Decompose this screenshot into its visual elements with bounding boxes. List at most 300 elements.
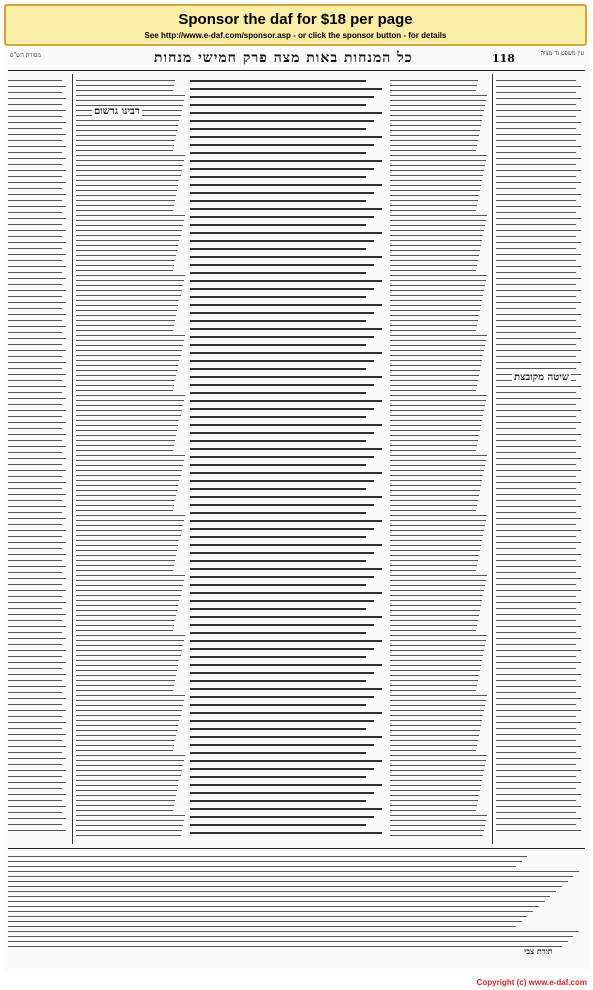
text-line [8,476,62,477]
text-line [8,122,66,123]
text-line [76,120,179,121]
text-line [390,630,476,631]
text-line [496,626,581,627]
text-line [496,302,581,303]
text-line [390,555,479,556]
text-line [76,635,185,636]
text-line [390,165,485,166]
text-line [496,812,576,813]
text-line [496,590,581,591]
text-line [8,800,62,801]
text-line [390,355,483,356]
text-line [390,90,476,91]
text-line [76,185,178,186]
text-line [76,750,173,751]
masoret-hashas-column [8,78,68,838]
text-line [496,308,576,309]
text-line [8,560,62,561]
text-line [8,470,66,471]
text-line [76,145,174,146]
text-line [76,205,174,206]
text-line [190,376,382,378]
text-line [8,668,62,669]
text-line [390,410,484,411]
text-line [390,635,487,636]
text-line [390,565,477,566]
text-line [8,518,66,519]
text-line [390,835,483,836]
text-line [190,344,366,346]
text-line [496,806,581,807]
text-line [76,460,184,461]
text-line [8,830,66,831]
sponsor-banner[interactable] [4,4,587,46]
text-line [76,455,185,456]
text-line [390,160,486,161]
bottom-section-rule [8,848,585,849]
text-line [496,110,581,111]
text-line [8,638,66,639]
text-line [190,328,382,330]
text-line [496,86,581,87]
text-line [390,510,476,511]
text-line [496,740,576,741]
text-line [76,705,183,706]
text-line [76,100,184,101]
text-line [8,608,62,609]
text-line [390,725,481,726]
text-line [390,600,482,601]
text-line [8,644,62,645]
text-line [390,560,478,561]
text-line [496,782,581,783]
text-line [390,175,483,176]
text-line [390,285,485,286]
text-line [8,224,62,225]
text-line [8,188,62,189]
text-line [76,740,175,741]
text-line [190,576,374,578]
text-line [496,146,581,147]
text-line [76,725,178,726]
text-line [8,770,66,771]
text-line [390,770,484,771]
text-line [8,530,66,531]
text-line [496,704,576,705]
text-line [76,85,174,86]
text-line [76,360,179,361]
text-line [8,428,62,429]
text-line [190,160,382,162]
text-line [76,245,178,246]
text-line [8,946,562,947]
text-line [390,785,481,786]
text-line [8,656,62,657]
text-line [496,638,581,639]
text-line [76,555,176,556]
text-line [390,665,481,666]
text-line [8,212,62,213]
text-line [76,710,182,711]
text-line [496,290,581,291]
text-line [190,368,366,370]
text-line [496,218,581,219]
text-line [496,230,581,231]
text-line [390,155,487,156]
text-line [496,158,581,159]
text-line [76,365,178,366]
text-line [76,640,184,641]
text-line [190,752,366,754]
text-line [8,218,66,219]
text-line [8,626,66,627]
text-line [496,560,576,561]
text-line [390,745,477,746]
text-line [76,125,178,126]
text-line [390,140,478,141]
text-line [390,640,486,641]
text-line [76,575,185,576]
text-line [8,512,62,513]
text-line [76,260,175,261]
text-line [390,170,484,171]
text-line [390,330,476,331]
text-line [496,734,581,735]
text-line [390,405,485,406]
text-line [390,390,476,391]
text-line [390,325,477,326]
text-line [76,545,178,546]
text-line [8,896,550,897]
text-line [190,808,382,810]
text-line [390,805,477,806]
text-line [390,790,480,791]
text-line [8,524,62,525]
text-line [390,445,477,446]
text-line [8,266,66,267]
text-line [390,695,487,696]
text-line [496,458,581,459]
text-line [8,906,539,907]
text-line [76,655,181,656]
text-line [390,655,483,656]
text-line [76,510,173,511]
text-line [390,315,479,316]
text-line [390,705,485,706]
text-line [190,744,374,746]
text-line [76,250,177,251]
text-line [8,398,66,399]
text-line [8,554,66,555]
text-line [76,335,185,336]
right-margin-rule [492,74,493,844]
text-line [76,160,184,161]
text-line [496,554,581,555]
text-line [496,572,576,573]
shita-mekubetzet-label: שיטה מקובצת [514,372,569,383]
text-line [8,921,522,922]
text-line [8,302,66,303]
text-line [76,230,182,231]
text-line [190,136,382,138]
text-line [8,590,66,591]
text-line [8,242,66,243]
text-line [76,565,174,566]
text-line [76,550,177,551]
text-line [8,926,516,927]
text-line [76,760,184,761]
text-line [8,296,62,297]
text-line [390,530,484,531]
text-line [390,395,487,396]
text-line [190,584,366,586]
text-line [496,596,576,597]
text-line [8,620,62,621]
sponsor-banner-subtitle[interactable]: See http://www.e-daf.com/sponsor.asp - or click the sponsor button - for details [144,31,447,40]
text-line [496,152,576,153]
text-line [496,194,581,195]
text-line [496,170,581,171]
copyright-link[interactable]: Copyright (c) www.e-daf.com [476,978,587,987]
shita-mekubetzet-column [496,78,585,838]
text-line [8,764,62,765]
text-line [496,650,581,651]
text-line [190,592,382,594]
text-line [76,485,178,486]
rashi-column [390,78,488,838]
text-line [496,542,581,543]
text-line [76,440,175,441]
text-line [390,450,476,451]
text-line [390,575,487,576]
text-line [8,758,66,759]
text-line [8,200,62,201]
text-line [496,386,581,387]
text-line [8,152,62,153]
text-line [496,98,581,99]
text-line [496,140,576,141]
text-line [76,520,184,521]
text-line [8,104,62,105]
text-line [8,338,66,339]
text-line [76,80,175,81]
text-line [190,472,382,474]
text-line [76,695,185,696]
text-line [76,220,184,221]
text-line [390,400,486,401]
text-line [390,825,485,826]
text-line [76,395,185,396]
text-line [390,700,486,701]
text-line [190,712,382,714]
text-line [8,680,62,681]
text-line [76,345,183,346]
text-line [496,656,576,657]
text-line [496,662,581,663]
text-line [496,314,581,315]
text-line [496,620,576,621]
text-line [76,735,176,736]
gemara-main-text [190,78,386,838]
text-line [76,540,179,541]
text-line [8,446,66,447]
text-line [8,260,62,261]
text-line [496,350,581,351]
text-line [76,600,179,601]
text-line [76,200,175,201]
text-line [190,512,366,514]
text-line [496,164,576,165]
text-line [390,465,485,466]
text-line [76,685,174,686]
text-line [190,80,366,82]
text-line [496,512,576,513]
text-line [390,690,476,691]
text-line [496,440,576,441]
text-line [496,296,576,297]
page-header [4,48,589,70]
text-line [390,370,480,371]
text-line [76,630,173,631]
text-line [190,184,382,186]
text-line [8,506,66,507]
text-line [496,602,581,603]
text-line [496,416,576,417]
text-line [496,464,576,465]
text-line [8,332,62,333]
text-line [496,200,576,201]
text-line [76,130,177,131]
text-line [8,881,568,882]
text-line [8,722,66,723]
text-line [76,495,176,496]
text-line [76,385,174,386]
text-line [390,220,486,221]
text-line [8,350,66,351]
text-line [8,866,516,867]
text-line [8,861,522,862]
text-line [8,794,66,795]
text-line [190,96,374,98]
text-line [76,285,183,286]
text-line [496,530,581,531]
text-line [76,830,182,831]
text-line [8,98,66,99]
text-line [496,404,576,405]
text-line [390,190,480,191]
text-line [8,886,562,887]
text-line [76,165,183,166]
text-line [190,696,374,698]
text-line [76,805,174,806]
text-line [496,248,576,249]
text-line [496,644,576,645]
text-line [190,520,382,522]
text-line [496,524,576,525]
text-line [190,488,366,490]
ein-mishpat-heading: עין משפט נר מצוה [540,50,584,57]
text-line [390,270,476,271]
text-line [76,645,183,646]
text-line [496,272,576,273]
text-line [496,104,576,105]
text-line [8,941,568,942]
text-line [190,824,366,826]
text-line [190,296,366,298]
text-line [390,740,478,741]
text-line [390,335,487,336]
text-line [8,632,62,633]
text-line [76,140,175,141]
running-head: כל המנחות באות מצה פרק חמישי מנחות [154,50,413,66]
text-line [8,686,66,687]
text-line [8,916,527,917]
text-line [390,260,478,261]
text-line [76,310,177,311]
text-line [496,128,576,129]
text-line [76,340,184,341]
text-line [76,170,182,171]
text-line [8,536,62,537]
text-line [76,590,182,591]
text-line [496,770,581,771]
text-line [390,715,483,716]
text-line [76,425,178,426]
text-line [390,645,485,646]
text-line [390,150,476,151]
text-line [496,224,576,225]
text-line [8,464,62,465]
text-line [8,692,62,693]
text-line [190,656,366,658]
text-line [190,424,382,426]
text-line [8,488,62,489]
text-line [76,525,183,526]
text-line [496,776,576,777]
text-line [390,300,482,301]
text-line [8,236,62,237]
text-line [190,352,382,354]
text-line [76,410,182,411]
left-margin-rule [72,74,73,844]
text-line [190,616,382,618]
text-line [496,392,576,393]
text-line [496,758,581,759]
text-line [190,816,374,818]
text-line [76,810,173,811]
text-line [8,614,66,615]
text-line [496,686,581,687]
text-line [496,182,581,183]
text-line [8,936,573,937]
text-line [8,452,62,453]
text-line [390,520,486,521]
text-line [390,765,485,766]
text-line [390,210,476,211]
text-line [390,775,483,776]
text-line [190,496,382,498]
text-line [8,272,62,273]
text-line [390,625,477,626]
text-line [8,482,66,483]
text-line [496,752,576,753]
page-number: 118 [492,52,515,65]
text-line [76,665,178,666]
text-line [190,728,366,730]
text-line [190,536,366,538]
text-line [8,650,66,651]
text-line [8,806,66,807]
